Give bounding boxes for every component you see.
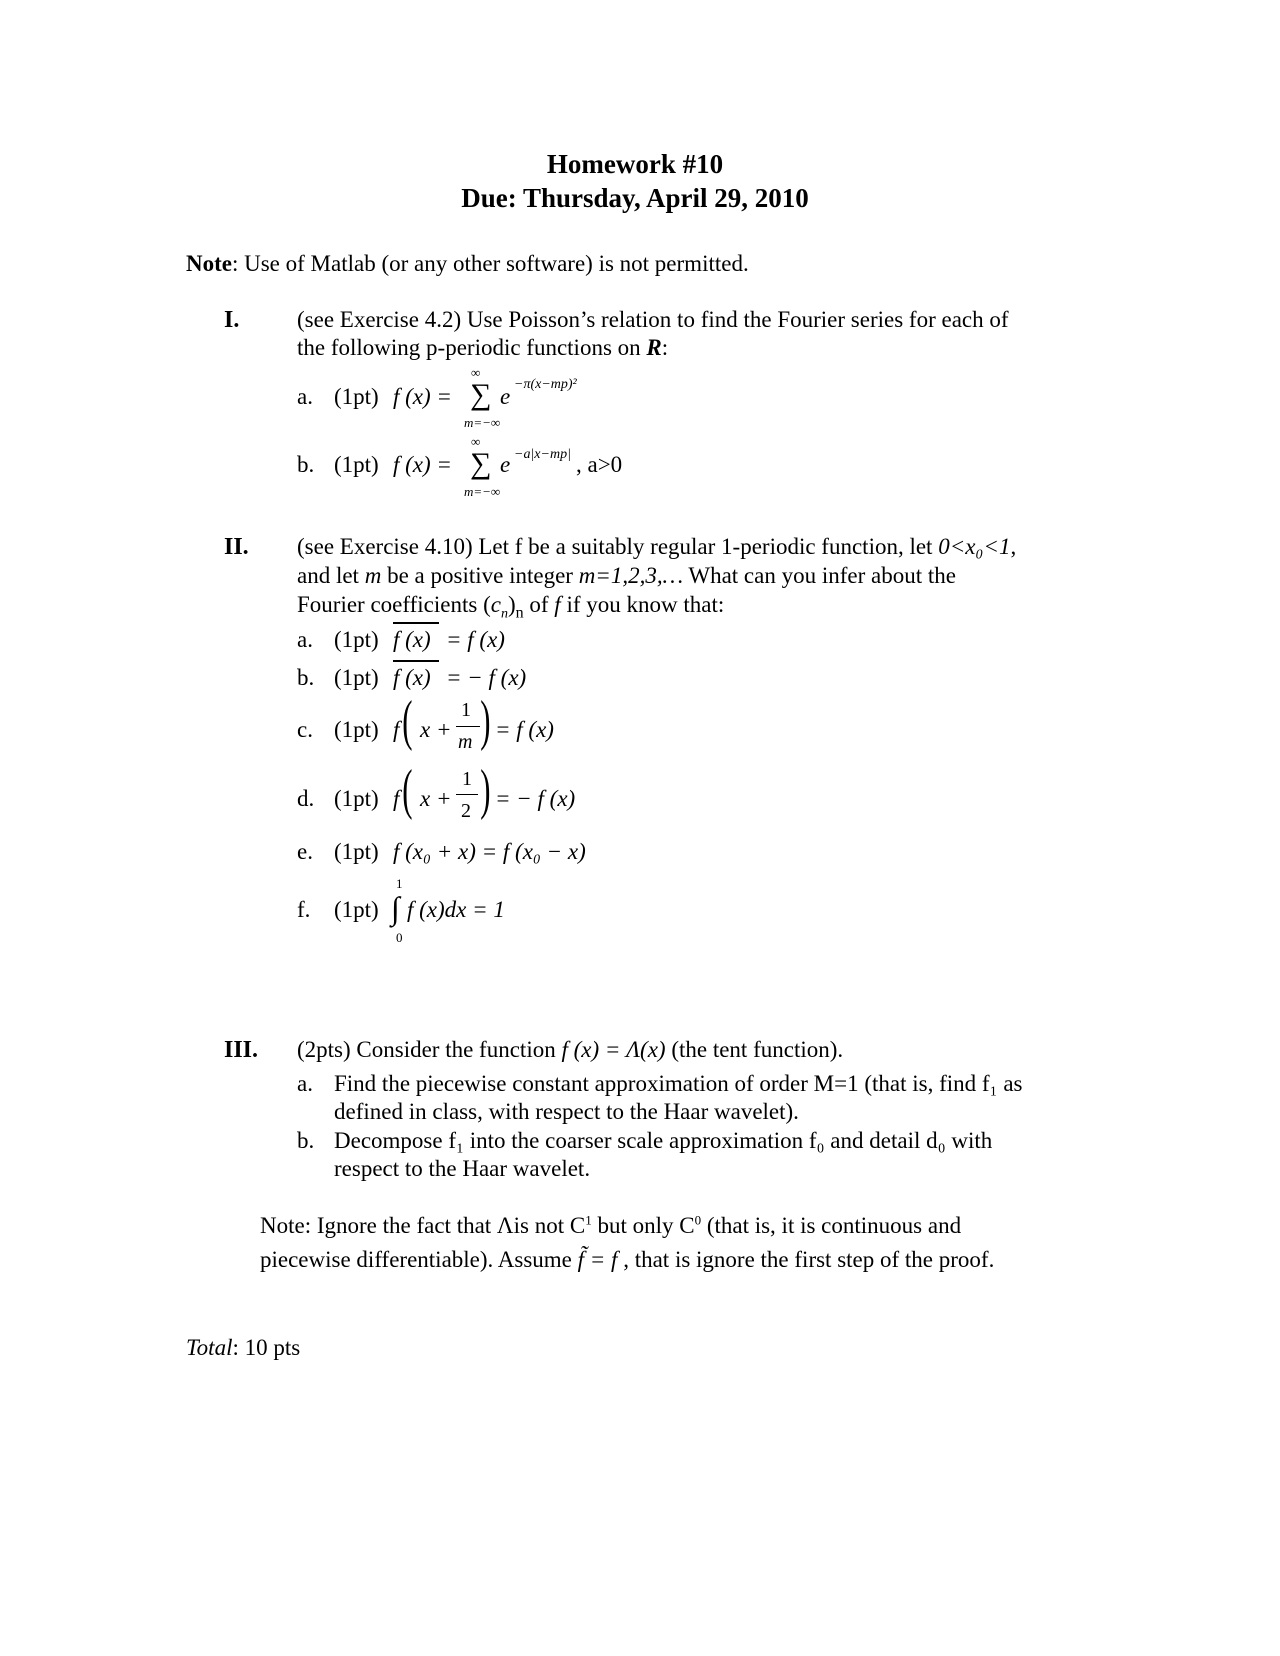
problem-2c-right-paren-icon: ) bbox=[480, 690, 491, 752]
problem-2b-rhs: = − f (x) bbox=[446, 665, 527, 690]
problem-2e-expression: f (x₀ + x) = f (x₀ − x) bbox=[393, 839, 586, 864]
problem-3a-label: a. bbox=[297, 1071, 313, 1096]
problem-1b-sum-lower: m=−∞ bbox=[464, 484, 501, 499]
problem-1-line-2-colon: : bbox=[661, 335, 669, 360]
problem-1b-base: e bbox=[500, 452, 511, 477]
coefficient-c: c bbox=[490, 592, 501, 617]
note-label: Note bbox=[186, 251, 232, 276]
problem-3-line-1-b: (the tent function). bbox=[665, 1037, 844, 1062]
problem-2d-f: f bbox=[393, 786, 400, 811]
function-f: f bbox=[554, 592, 561, 617]
c1-superscript: 1 bbox=[585, 1212, 592, 1228]
problem-2e-label: e. bbox=[297, 839, 313, 864]
problem-3a-line-2: defined in class, with respect to the Haar wavelet). bbox=[334, 1099, 799, 1124]
problem-3-line-1 bbox=[297, 1037, 843, 1063]
problem-2b-points: (1pt) bbox=[334, 665, 379, 690]
problem-2c-label: c. bbox=[297, 717, 313, 742]
problem-2-line-3-b: if you know that: bbox=[560, 592, 725, 617]
due-date: Due: Thursday, April 29, 2010 bbox=[461, 183, 809, 213]
problem-1a-summation-icon: ∑ bbox=[470, 378, 492, 411]
problem-2a-conjugate-bar bbox=[393, 622, 439, 624]
problem-2b-label: b. bbox=[297, 665, 315, 690]
problem-1a-lhs: f (x) = bbox=[393, 384, 452, 409]
problem-1-line-2-text: the following p-periodic functions on bbox=[297, 335, 647, 360]
problem-3b-line-1: Decompose f₁ into the coarser scale approximation f₀ and detail d₀ with bbox=[334, 1128, 993, 1153]
problem-1-line-2 bbox=[297, 335, 668, 361]
problem-3b-label: b. bbox=[297, 1128, 315, 1153]
m-values: m=1,2,3,… bbox=[578, 563, 684, 588]
problem-2d-x: x + bbox=[420, 786, 452, 811]
problem-2f-lower-limit: 0 bbox=[396, 930, 403, 945]
problem-2d-right-paren-icon: ) bbox=[480, 759, 491, 821]
problem-2c-points: (1pt) bbox=[334, 717, 379, 742]
problem-2-line-3-a: Fourier coefficients ( bbox=[297, 592, 491, 617]
problem-2f-expression: f (x)dx = 1 bbox=[407, 897, 505, 922]
problem-2a-points: (1pt) bbox=[334, 627, 379, 652]
problem-2-line-1-comma: , bbox=[1010, 534, 1017, 559]
problem-2-line-2-a: and let bbox=[297, 563, 365, 588]
problem-3-note-e: , that is ignore the first step of the proof. bbox=[617, 1247, 995, 1272]
x0-condition: 0<x₀<1 bbox=[938, 534, 1011, 559]
problem-3-note-line-2 bbox=[260, 1247, 994, 1273]
problem-2f-integral-icon: ∫ bbox=[391, 890, 400, 926]
problem-2-line-2-b: be a positive integer bbox=[381, 563, 579, 588]
problem-2-line-3-of: of bbox=[523, 592, 555, 617]
m-variable: m bbox=[364, 563, 382, 588]
problem-2c-left-paren-icon: ( bbox=[402, 690, 413, 752]
total-line bbox=[186, 1335, 300, 1361]
total-label: Total bbox=[186, 1335, 233, 1360]
problem-2-line-2 bbox=[297, 563, 956, 589]
problem-1a-base: e bbox=[500, 384, 511, 409]
problem-1a-exponent: −π(x−mp)² bbox=[514, 377, 577, 392]
problem-1b-label: b. bbox=[297, 452, 315, 477]
problem-2c-fraction-bar bbox=[456, 726, 480, 727]
problem-1b-condition: , a>0 bbox=[576, 452, 623, 477]
problem-2-line-1 bbox=[297, 534, 1016, 560]
problem-1-line-1: (see Exercise 4.2) Use Poisson’s relation to find the Fourier series for each of bbox=[297, 307, 1009, 332]
problem-2f-points: (1pt) bbox=[334, 897, 379, 922]
problem-2b-conjugate-bar bbox=[393, 660, 439, 662]
problem-1b-summation-icon: ∑ bbox=[470, 447, 492, 480]
problem-3-numeral: III. bbox=[224, 1037, 259, 1063]
problem-2c-rhs: = f (x) bbox=[495, 717, 554, 742]
problem-3-note-line-1 bbox=[260, 1213, 961, 1239]
problem-2c-x: x + bbox=[420, 717, 452, 742]
problem-2d-denominator: 2 bbox=[461, 800, 471, 822]
problem-2-numeral: II. bbox=[224, 534, 249, 560]
tent-function-expression: f (x) = Λ(x) bbox=[561, 1037, 666, 1062]
assumption-expression: f̃ = f bbox=[577, 1247, 618, 1272]
problem-2d-numerator: 1 bbox=[462, 768, 472, 790]
problem-2c-denominator: m bbox=[458, 731, 473, 753]
problem-2-line-2-c: What can you infer about the bbox=[683, 563, 956, 588]
problem-3-note-b: but only C bbox=[591, 1213, 695, 1238]
total-value: : 10 pts bbox=[232, 1335, 301, 1360]
sequence-subscript: n bbox=[515, 604, 524, 622]
problem-1b-points: (1pt) bbox=[334, 452, 379, 477]
problem-1b-sum-upper: ∞ bbox=[471, 434, 481, 449]
problem-3a-line-1: Find the piecewise constant approximation of order M=1 (that is, find f₁ as bbox=[334, 1071, 1023, 1096]
problem-2d-label: d. bbox=[297, 786, 315, 811]
problem-2f-upper-limit: 1 bbox=[396, 876, 403, 891]
problem-1a-sum-lower: m=−∞ bbox=[464, 415, 501, 430]
problem-3-note-c: (that is, it is continuous and bbox=[701, 1213, 962, 1238]
problem-1a-sum-upper: ∞ bbox=[471, 365, 481, 380]
problem-1b-exponent: −a|x−mp| bbox=[514, 447, 571, 462]
problem-2b-lhs: f (x) bbox=[393, 665, 431, 690]
page-title: Homework #10 bbox=[546, 149, 724, 179]
problem-2d-rhs: = − f (x) bbox=[495, 786, 576, 811]
problem-2-line-3 bbox=[297, 592, 724, 623]
real-numbers-symbol: R bbox=[646, 335, 662, 360]
problem-2a-lhs: f (x) bbox=[393, 627, 431, 652]
problem-1-numeral: I. bbox=[224, 307, 240, 333]
problem-1b-lhs: f (x) = bbox=[393, 452, 452, 477]
problem-2d-left-paren-icon: ( bbox=[402, 759, 413, 821]
problem-2d-fraction-bar bbox=[456, 794, 478, 795]
problem-1a-label: a. bbox=[297, 384, 313, 409]
problem-2e-points: (1pt) bbox=[334, 839, 379, 864]
problem-2c-f: f bbox=[393, 717, 400, 742]
note-text: : Use of Matlab (or any other software) is not permitted. bbox=[231, 251, 749, 276]
problem-2c-numerator: 1 bbox=[461, 699, 471, 721]
problem-3-note-a: Note: Ignore the fact that Λis not C bbox=[260, 1213, 586, 1238]
problem-2a-label: a. bbox=[297, 627, 313, 652]
problem-2d-points: (1pt) bbox=[334, 786, 379, 811]
problem-3-line-1-a: (2pts) Consider the function bbox=[297, 1037, 562, 1062]
problem-3b-line-2: respect to the Haar wavelet. bbox=[334, 1156, 591, 1181]
problem-2f-label: f. bbox=[297, 897, 311, 922]
note-line bbox=[186, 251, 749, 277]
problem-1a-points: (1pt) bbox=[334, 384, 379, 409]
problem-3-note-d: piecewise differentiable). Assume bbox=[260, 1247, 578, 1272]
problem-2a-rhs: = f (x) bbox=[446, 627, 505, 652]
coefficient-subscript: n bbox=[500, 606, 508, 622]
problem-2-line-1-text: (see Exercise 4.10) Let f be a suitably regular 1-periodic function, let bbox=[297, 534, 939, 559]
c0-superscript: 0 bbox=[694, 1212, 702, 1228]
problem-2-line-3-close: ) bbox=[507, 592, 516, 617]
